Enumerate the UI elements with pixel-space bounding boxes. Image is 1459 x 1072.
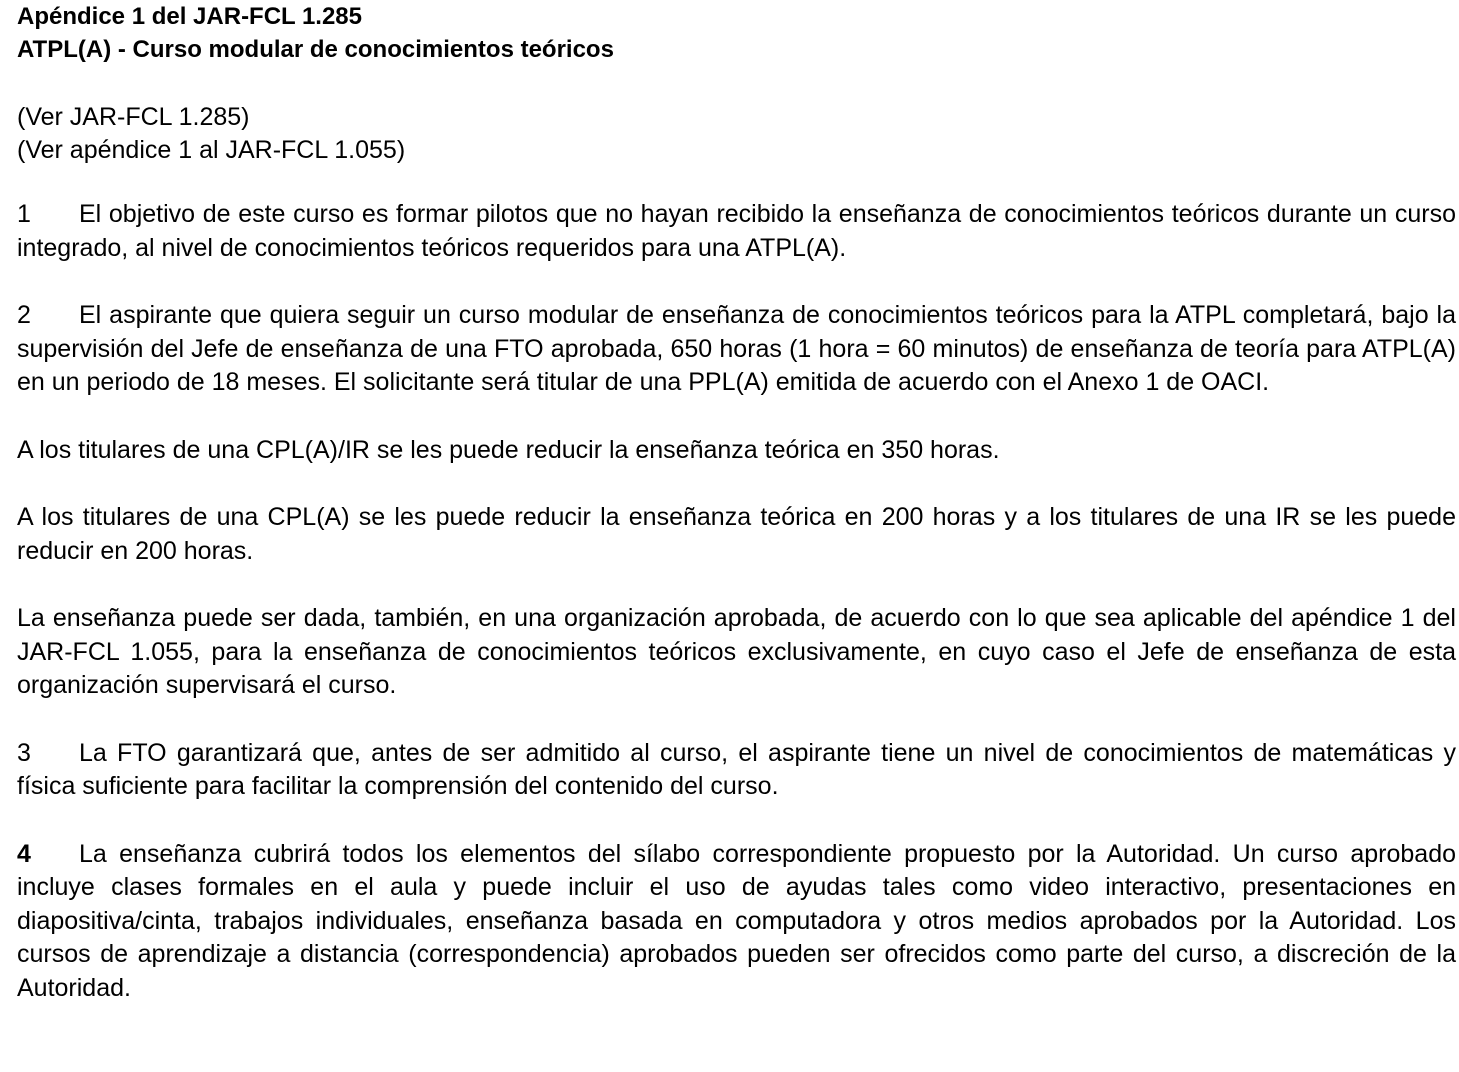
paragraph-text: El aspirante que quiera seguir un curso modular de enseñanza de conocimientos teóricos para la ATPL completará, bajo la supervisión del Jefe de enseñanza de una FTO aprobada, 650 horas (1 hora = 60 minutos) de enseñanza de teoría para ATPL(A) en un periodo de 18 meses. El solicitante será titular de una PPL(A) emitida de acuerdo con el Anexo 1 de OACI. (17, 301, 1456, 396)
paragraph-number: 4 (17, 839, 31, 868)
document-page (17, 0, 1456, 1005)
reference-line: (Ver JAR-FCL 1.285) (17, 103, 250, 131)
paragraph-number: 3 (17, 738, 31, 767)
paragraph-text: A los titulares de una CPL(A) se les puede reducir la enseñanza teórica en 200 horas y a los titulares de una IR se les puede reducir en 200 horas. (17, 503, 1456, 565)
paragraph-number: 2 (17, 301, 31, 329)
paragraph-cpl-ir-reduction (17, 434, 1456, 468)
paragraph-4 (17, 838, 1456, 1006)
document-title-line-1: Apéndice 1 del JAR-FCL 1.285 (17, 3, 362, 30)
paragraph-text: La enseñanza puede ser dada, también, en una organización aprobada, de acuerdo con lo que sea aplicable del apéndice 1 del JAR-FCL 1.055, para la enseñanza de conocimientos teóricos exclusivamente, en cuyo caso el Jefe de enseñanza de esta organización supervisará el curso. (17, 604, 1456, 699)
paragraph-1 (17, 198, 1456, 265)
paragraph-text: El objetivo de este curso es formar pilotos que no hayan recibido la enseñanza de conocimientos teóricos durante un curso integrado, al nivel de conocimientos teóricos requeridos para una ATPL(A). (17, 200, 1456, 262)
reference-block (17, 101, 1456, 167)
paragraph-number: 1 (17, 200, 31, 228)
paragraph-text: A los titulares de una CPL(A)/IR se les puede reducir la enseñanza teórica en 350 horas. (17, 435, 1000, 464)
paragraph-cpl-reduction (17, 501, 1456, 568)
document-title-line-2: ATPL(A) - Curso modular de conocimientos teóricos (17, 36, 614, 63)
paragraph-text: La enseñanza cubrirá todos los elementos del sílabo correspondiente propuesto por la Autoridad. Un curso aprobado incluye clases formales en el aula y puede incluir el uso de ayudas tales como video interactivo, presentaciones en diapositiva/cinta, trabajos individuales, enseñanza basada en computadora y otros medios aprobados por la Autoridad. Los cursos de aprendizaje a distancia (correspondencia) aprobados pueden ser ofrecidos como parte del curso, a discreción de la Autoridad. (17, 839, 1456, 1002)
reference-line: (Ver apéndice 1 al JAR-FCL 1.055) (17, 136, 406, 164)
paragraph-text: La FTO garantizará que, antes de ser admitido al curso, el aspirante tiene un nivel de conocimientos de matemáticas y física suficiente para facilitar la comprensión del contenido del curso. (17, 738, 1456, 800)
paragraph-3 (17, 737, 1456, 804)
paragraph-2 (17, 299, 1456, 400)
paragraph-approved-organization (17, 602, 1456, 703)
